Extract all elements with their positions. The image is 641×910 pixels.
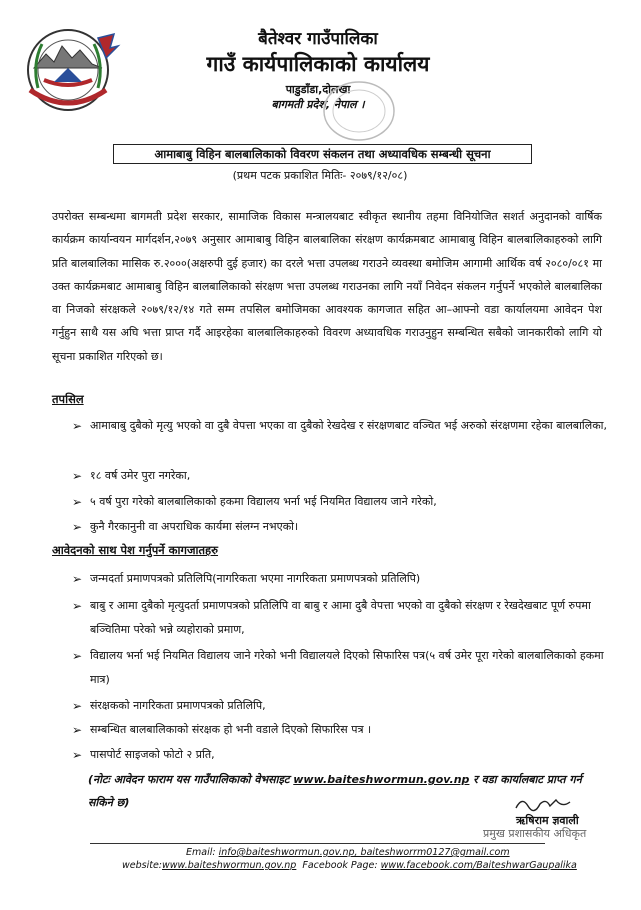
documents-heading: आवेदनको साथ पेश गर्नुपर्ने कागजातहरु	[52, 543, 219, 557]
arrow-bullet-icon: ➢	[72, 520, 83, 534]
arrow-bullet-icon: ➢	[72, 469, 83, 483]
criteria-item: आमाबाबु दुबैको मृत्यु भएको वा दुबै वेपत्ता भएका वा दुबैको रेखदेख र संरक्षणबाट वञ्चित भई अरुको संरक्षणमा रहेका बालबालिका,	[90, 419, 608, 432]
footer-email-line	[186, 847, 510, 858]
criteria-item: १८ वर्ष उमेर पुरा नगरेका,	[90, 469, 191, 482]
website-label: website:	[122, 860, 163, 871]
arrow-bullet-icon: ➢	[72, 748, 83, 762]
criteria-heading: तपसिल	[52, 392, 84, 406]
note-text-end: र वडा कार्यालबाट प्राप्त गर्न सकिने छ)	[88, 773, 582, 809]
municipality-name: बैतेश्वर गाउँपालिका	[258, 29, 378, 49]
document-item: जन्मदर्ता प्रमाणपत्रको प्रतिलिपि(नागरिकता भएमा नागरिकता प्रमाणपत्रको प्रतिलिपि)	[90, 572, 421, 585]
criteria-item: कुनै गैरकानुनी वा अपराधिक कार्यमा संलग्न नभएको।	[90, 520, 299, 533]
signatory-title: प्रमुख प्रशासकीय अधिकृत	[483, 827, 587, 840]
arrow-bullet-icon: ➢	[72, 699, 83, 713]
email-label: Email:	[186, 847, 216, 858]
notice-title: आमाबाबु विहिन बालबालिकाको विवरण संकलन तथा अध्यावधिक सम्बन्धी सूचना	[113, 144, 532, 164]
facebook-label: Facebook Page:	[302, 860, 378, 871]
arrow-bullet-icon: ➢	[72, 495, 83, 509]
notice-body: उपरोक्त सम्बन्धमा बागमती प्रदेश सरकार, सामाजिक विकास मन्त्रालयबाट स्वीकृत स्थानीय तहमा विनियोजित सशर्त अनुदानको वार्षिक कार्यक्रम कार्यान्वयन मार्गदर्शन,२०७९ अनुसार आमाबाबु विहिन बालबालिका संरक्षण कार्यक्रमबाट आमाबाबु विहिन बालबालिकाहरुको लागि प्रति बालबालिका मासिक रु.२०००(अक्षरुपी दुई हजार) का दरले भत्ता उपलब्ध गराउने व्यवस्था बमोजिम आगामी आर्थिक वर्ष २०८०/०८१ मा उक्त कार्यक्रमबाट आमाबाबु विहिन बालबालिकाको संरक्षण भत्ता उपलब्ध गराउनका लागि नयाँ निवेदन संकलन गर्नुपर्ने भएकोले बालबालिका वा निजको संरक्षकले २०७९/१२/१४ गते सम्म तपसिल बमोजिमका आवश्यक कागजात सहित आ–आफ्नो वडा कार्यालयमा आवेदन पेश गर्नुहुन साथै यस अघि भत्ता प्राप्त गर्दै आइरहेका बालबालिकाहरुको विवरण अध्यावधिक गराउनुहुन सम्बन्धित सबैको जानकारीको लागि यो सूचना प्रकाशित गरिएको छ।	[52, 210, 602, 363]
footer-website-link[interactable]: www.baiteshwormun.gov.np	[162, 860, 297, 871]
criteria-item: ५ वर्ष पुरा गरेको बालबालिकाको हकमा विद्यालय भर्ना भई नियमित विद्यालय जाने गरेको,	[90, 495, 437, 508]
arrow-bullet-icon: ➢	[72, 599, 83, 613]
note-text-start: (नोटः आवेदन फाराम यस गाउँपालिकाको वेभसाइट	[88, 773, 290, 786]
address-line-1: पाडुडाँडा,दोलखा	[285, 83, 351, 96]
office-stamp	[322, 80, 396, 142]
signatory-name: ऋषिराम ज्ञवाली	[516, 814, 579, 827]
document-item: संरक्षकको नागरिकता प्रमाणपत्रको प्रतिलिपि,	[90, 699, 266, 712]
handwritten-signature	[512, 794, 574, 814]
address-line-2: बागमती प्रदेश, नेपाल ।	[271, 98, 365, 111]
publication-date: (प्रथम पटक प्रकाशित मितिः- २०७९/१२/०८)	[232, 169, 408, 182]
footer-divider	[90, 843, 545, 844]
email-link[interactable]: info@baiteshwormun.gov.np, baiteshworrm0127@gmail.com	[218, 847, 510, 858]
website-link[interactable]: www.baiteshwormun.gov.np	[293, 773, 470, 786]
arrow-bullet-icon: ➢	[72, 723, 83, 737]
arrow-bullet-icon: ➢	[72, 419, 83, 433]
nepal-emblem-logo	[14, 24, 122, 114]
facebook-link[interactable]: www.facebook.com/BaiteshwarGaupalika	[380, 860, 577, 871]
document-item: विद्यालय भर्ना भई नियमित विद्यालय जाने गरेको भनी विद्यालयले दिएको सिफारिस पत्र(५ वर्ष उमेर पूरा गरेको बालबालिकाको हकमा मात्र)	[90, 649, 604, 686]
document-item: सम्बन्धित बालबालिकाको संरक्षक हो भनी वडाले दिएको सिफारिस पत्र ।	[90, 723, 372, 736]
document-item: पासपोर्ट साइजको फोटो २ प्रति,	[90, 748, 215, 761]
arrow-bullet-icon: ➢	[72, 572, 83, 586]
footer-web-line	[122, 860, 577, 871]
office-name: गाउँ कार्यपालिकाको कार्यालय	[206, 52, 430, 76]
arrow-bullet-icon: ➢	[72, 649, 83, 663]
document-item: बाबु र आमा दुबैको मृत्युदर्ता प्रमाणपत्रको प्रतिलिपि वा बाबु र आमा दुबै वेपत्ता भएको वा दुबैको संरक्षण र रेखदेखबाट पूर्ण रुपमा बञ्चितिमा परेको भन्ने व्यहोराको प्रमाण,	[90, 599, 591, 636]
